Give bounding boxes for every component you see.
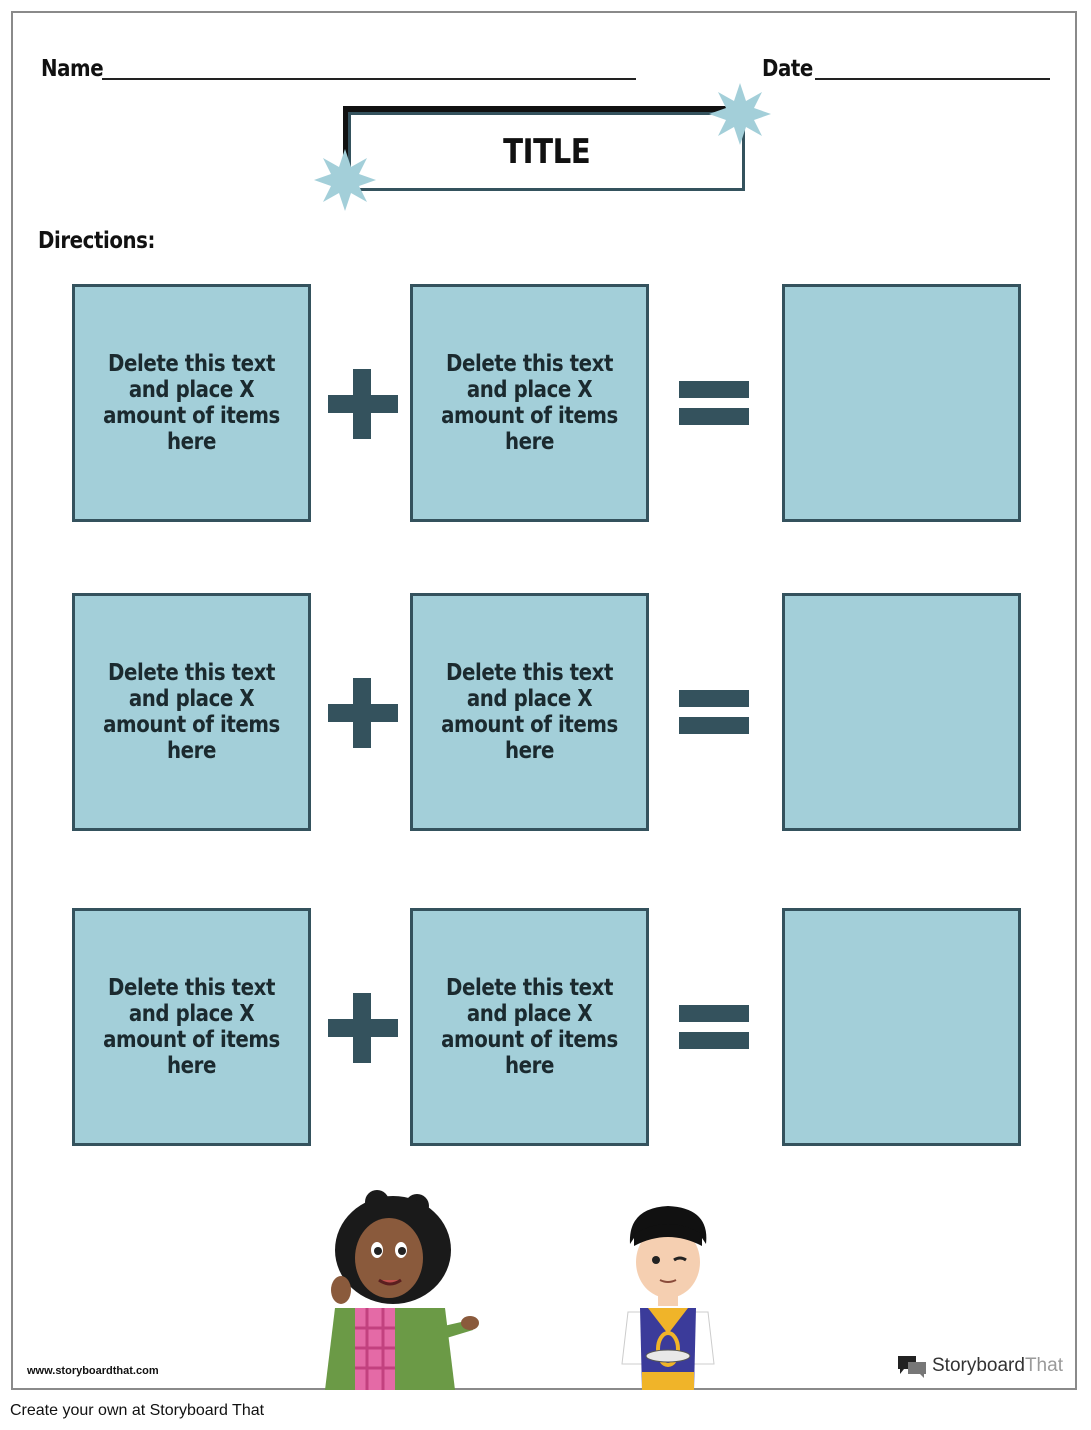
addend-text: Delete this text and place X amount of items here — [441, 975, 618, 1079]
star-icon — [708, 82, 772, 146]
date-label: Date — [762, 56, 813, 82]
date-line[interactable] — [815, 78, 1050, 80]
plus-icon — [328, 678, 398, 748]
addend-text: Delete this text and place X amount of items here — [441, 660, 618, 764]
addend-box-3a[interactable] — [72, 908, 311, 1146]
addend-text: Delete this text and place X amount of items here — [103, 660, 280, 764]
equals-icon — [679, 381, 749, 427]
addend-text: Delete this text and place X amount of items here — [103, 351, 280, 455]
brand-name-dark: Storyboard — [932, 1355, 1025, 1376]
credit-text[interactable]: Create your own at Storyboard That — [10, 1402, 265, 1419]
answer-box-3[interactable] — [782, 908, 1021, 1146]
addend-box-2a[interactable] — [72, 593, 311, 831]
addend-box-1a[interactable] — [72, 284, 311, 522]
addend-box-2b[interactable] — [410, 593, 649, 831]
directions-label: Directions: — [38, 228, 155, 254]
girl-character-illustration — [305, 1188, 480, 1390]
addend-text: Delete this text and place X amount of items here — [441, 351, 618, 455]
page-title[interactable]: TITLE — [502, 131, 591, 172]
addend-box-1b[interactable] — [410, 284, 649, 522]
equals-icon — [679, 1005, 749, 1051]
answer-box-2[interactable] — [782, 593, 1021, 831]
name-label: Name — [41, 56, 104, 82]
speech-bubbles-icon — [896, 1353, 928, 1379]
title-banner — [343, 106, 745, 191]
answer-box-1[interactable] — [782, 284, 1021, 522]
plus-icon — [328, 369, 398, 439]
boy-character-illustration — [618, 1204, 718, 1390]
star-icon — [313, 148, 377, 212]
addend-box-3b[interactable] — [410, 908, 649, 1146]
plus-icon — [328, 993, 398, 1063]
equals-icon — [679, 690, 749, 736]
addend-text: Delete this text and place X amount of items here — [103, 975, 280, 1079]
brand-name-light: That — [1024, 1355, 1063, 1376]
storyboardthat-logo[interactable] — [896, 1353, 1063, 1379]
website-url[interactable]: www.storyboardthat.com — [27, 1365, 159, 1377]
name-line[interactable] — [102, 78, 636, 80]
